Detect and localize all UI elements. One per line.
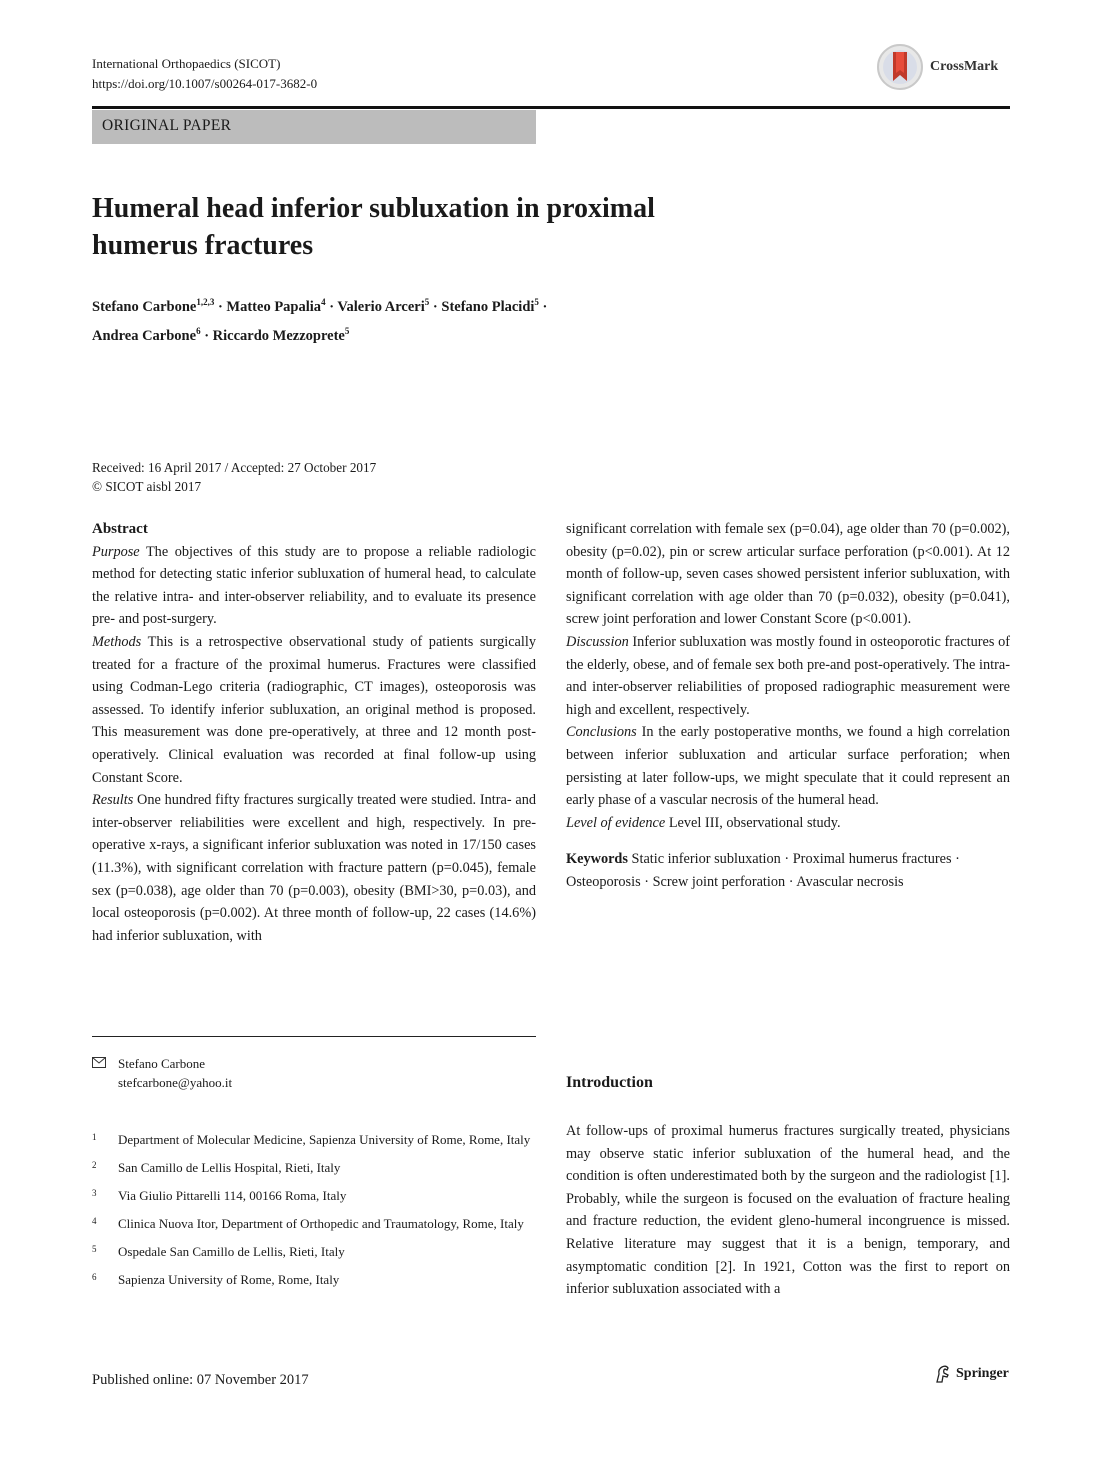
abstract-level xyxy=(566,812,1010,835)
author-name[interactable]: Matteo Papalia xyxy=(226,299,322,315)
affiliation-number: 6 xyxy=(92,1272,97,1282)
affiliation-text: Department of Molecular Medicine, Sapienza University of Rome, Rome, Italy xyxy=(118,1132,531,1147)
keywords xyxy=(566,848,1010,893)
copyright-line: © SICOT aisbl 2017 xyxy=(92,479,202,494)
affiliation-item xyxy=(92,1186,536,1205)
author-name[interactable]: Riccardo Mezzoprete xyxy=(212,328,345,344)
keywords-label: Keywords xyxy=(566,851,628,868)
affiliation-text: Ospedale San Camillo de Lellis, Rieti, Italy xyxy=(118,1244,345,1259)
author-list: Stefano Carbone$^{1,2,3}$ · Matteo Papalia$^4$ · Valerio Arceri$^5$ · Stefano Placidi$^5$ · Andrea Carbone$^6$ · Riccardo Mezzoprete$^5$ xyxy=(92,297,548,344)
affiliation-number: 5 xyxy=(92,1244,97,1254)
author-affiliation: 5 xyxy=(344,326,350,336)
author-affiliation: 5 xyxy=(534,297,539,307)
article-dates xyxy=(92,458,376,496)
correspondence-block xyxy=(92,1054,232,1092)
author-name[interactable]: Stefano Placidi xyxy=(441,299,535,315)
abstract-results xyxy=(92,789,536,947)
keywords-text: Static inferior subluxation · Proximal humerus fractures · Osteoporosis · Screw joint perforation · Avascular necrosis xyxy=(566,851,960,890)
author-affiliation: 5 xyxy=(424,297,430,307)
methods-label: Methods xyxy=(92,633,142,650)
footnote-rule xyxy=(92,1036,536,1037)
conclusions-label: Conclusions xyxy=(566,724,637,741)
affiliation-item xyxy=(92,1242,536,1261)
affiliation-text: Sapienza University of Rome, Rome, Italy xyxy=(118,1272,340,1287)
abstract-heading: Abstract xyxy=(92,521,148,537)
header-rule xyxy=(92,106,1010,109)
discussion-text: Inferior subluxation was mostly found in osteoporotic fractures of the elderly, obese, and of female sex both pre-and post-operatively. The intra- and inter-observer reliabilities of proposed radiographic measurement were high and excellent, respectively. xyxy=(566,633,1010,718)
abstract-purpose xyxy=(92,541,536,631)
author-affiliation: 6 xyxy=(196,326,201,336)
crossmark-label: CrossMark xyxy=(930,59,999,74)
introduction-text: At follow-ups of proximal humerus fractures surgically treated, physicians may observe static inferior subluxation of the humeral head, and the condition is often underestimated both by the surgeon and the radiologist [1]. Probably, while the surgeon is focused on the evaluation of fracture healing and fracture reduction, the evident gleno-humeral incongruence is missed. Relative literature may suggest that it is a benign, temporary, and asymptomatic condition [2]. In 1921, Cotton was the first to report on inferior subluxation associated with a xyxy=(566,1123,1010,1298)
purpose-label: Purpose xyxy=(92,543,140,560)
author-name[interactable]: Andrea Carbone xyxy=(92,328,197,344)
correspondence-email[interactable]: stefcarbone@yahoo.it xyxy=(118,1075,233,1090)
discussion-label: Discussion xyxy=(566,633,629,650)
springer-horse-icon xyxy=(934,1364,952,1384)
publisher-logo xyxy=(934,1364,1009,1384)
abstract-conclusions xyxy=(566,721,1010,811)
affiliation-text: Via Giulio Pittarelli 114, 00166 Roma, Italy xyxy=(118,1188,347,1203)
affiliations-list xyxy=(92,1130,536,1298)
received-accepted-dates: Received: 16 April 2017 / Accepted: 27 October 2017 xyxy=(92,460,377,475)
crossmark-icon xyxy=(876,43,924,91)
author-name[interactable]: Valerio Arceri xyxy=(337,299,425,315)
publisher-name: Springer xyxy=(956,1366,1009,1381)
paper-title xyxy=(92,190,792,264)
author-affiliation: 1,2,3 xyxy=(196,297,215,307)
level-text: Level III, observational study. xyxy=(668,814,841,831)
abstract-right-column xyxy=(566,518,1010,894)
affiliation-item xyxy=(92,1270,536,1289)
methods-text: This is a retrospective observational study of patients surgically treated for a fracture of the proximal humerus. Fractures were classified using Codman-Lego criteria (radiographic, CT images), osteoporosis was assessed. To identify inferior subluxation, an original method is proposed. This measurement was done pre-operatively, at three and 12 month post-operatively. Clinical evaluation was recorded at final follow-up using Constant Score. xyxy=(92,633,536,786)
results-continued: significant correlation with female sex (p=0.04), age older than 70 (p=0.002), obesity (p=0.02), pin or screw articular surface perforation (p<0.001). At 12 month of follow-up, seven cases showed persistent inferior subluxation, with significant correlation with age older than 70 (p=0.032), obesity (p=0.041), screw joint perforation and lower Constant Score (p<0.001). xyxy=(566,521,1010,628)
affiliation-item xyxy=(92,1158,536,1177)
purpose-text: The objectives of this study are to propose a reliable radiologic method for detecting static inferior subluxation of humeral head, to calculate the relative intra- and inter-observer reliability, and to evaluate its presence pre- and post-surgery. xyxy=(92,543,536,628)
journal-header xyxy=(92,54,317,94)
affiliation-number: 1 xyxy=(92,1132,97,1142)
doi-link[interactable]: https://doi.org/10.1007/s00264-017-3682-0 xyxy=(92,76,318,91)
title-line-1: Humeral head inferior subluxation in proximal xyxy=(92,193,655,224)
conclusions-text: In the early postoperative months, we found a high correlation between inferior subluxation and articular surface perforation; when persisting at later follow-ups, we might speculate that it could represent an early phase of a vascular necrosis of the humeral head. xyxy=(566,724,1010,809)
crossmark-badge[interactable] xyxy=(876,42,1016,92)
published-online: Published online: 07 November 2017 xyxy=(92,1372,309,1388)
affiliation-number: 3 xyxy=(92,1188,97,1198)
results-label: Results xyxy=(92,792,134,809)
author-affiliation: 4 xyxy=(321,297,326,307)
affiliation-number: 4 xyxy=(92,1216,97,1226)
paper-type-banner: ORIGINAL PAPER xyxy=(92,110,536,144)
journal-name: International Orthopaedics (SICOT) xyxy=(92,56,281,71)
affiliation-item xyxy=(92,1214,536,1233)
abstract-methods xyxy=(92,631,536,789)
level-label: Level of evidence xyxy=(566,814,666,831)
title-line-2: humerus fractures xyxy=(92,230,314,261)
affiliation-number: 2 xyxy=(92,1160,97,1170)
abstract-discussion xyxy=(566,631,1010,721)
introduction-heading: Introduction xyxy=(566,1074,653,1091)
correspondence-name: Stefano Carbone xyxy=(118,1056,206,1071)
affiliation-item xyxy=(92,1130,536,1149)
results-text: One hundred fifty fractures surgically treated were studied. Intra- and inter-observer reliabilities were excellent and high, respectively. In pre-operative x-rays, a significant inferior subluxation was noted in 17/150 cases (11.3%), with significant correlation with fracture pattern (p=0.045), female sex (p=0.038), age older than 70 (p=0.003), obesity (BMI>30, p=0.03), and local osteoporosis (p=0.002). At three month of follow-up, 22 cases (14.6%) had inferior subluxation, with xyxy=(92,792,536,944)
author-name[interactable]: Stefano Carbone xyxy=(92,299,197,315)
envelope-icon xyxy=(92,1054,118,1092)
affiliation-text: San Camillo de Lellis Hospital, Rieti, Italy xyxy=(118,1160,341,1175)
abstract-left-column xyxy=(92,518,536,947)
affiliation-text: Clinica Nuova Itor, Department of Orthopedic and Traumatology, Rome, Italy xyxy=(118,1216,524,1231)
